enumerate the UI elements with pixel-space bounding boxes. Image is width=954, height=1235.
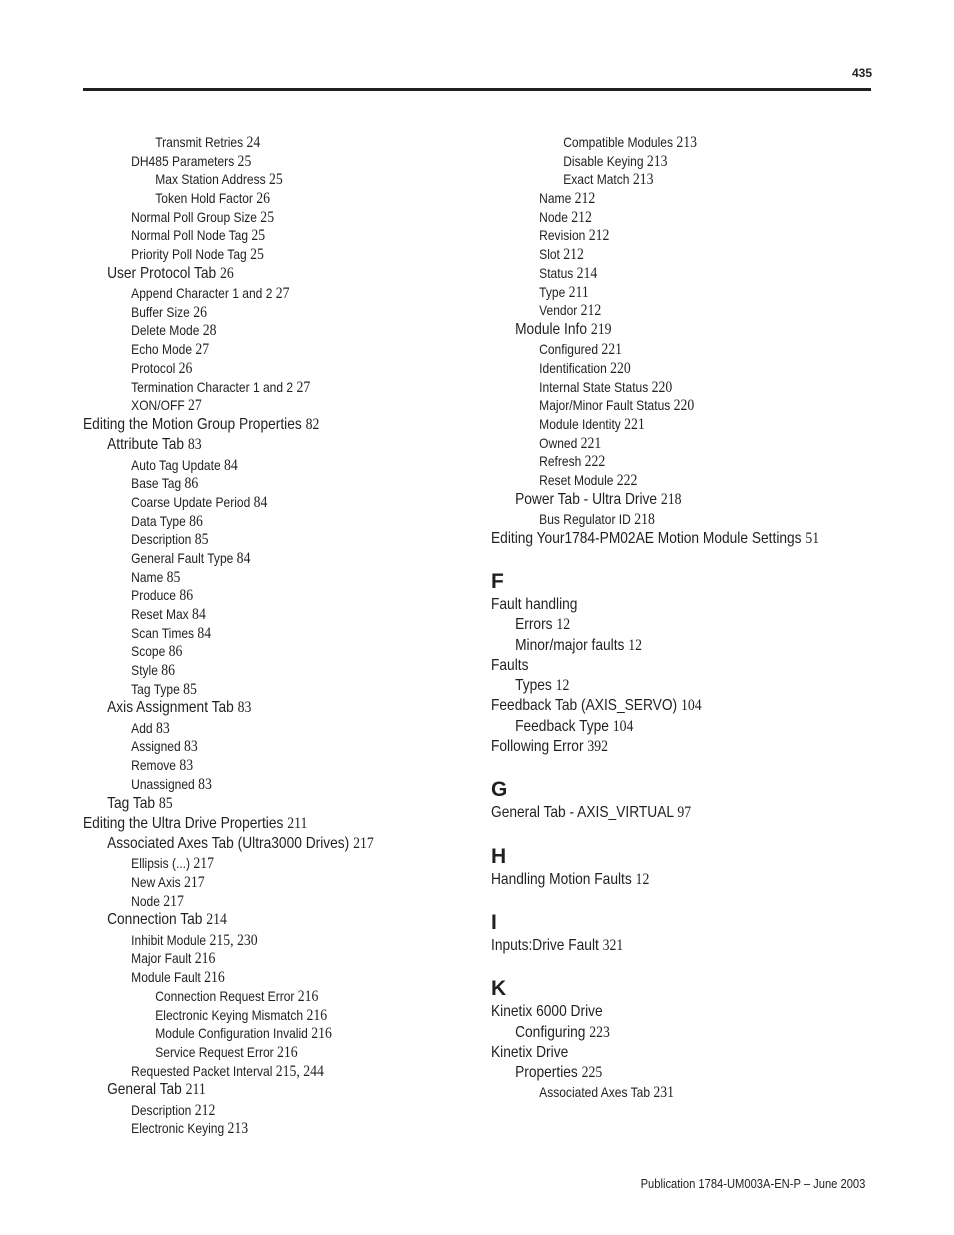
index-entry: [491, 133, 835, 152]
index-entry-page: 217: [184, 874, 205, 892]
index-entry-term: Electronic Keying Mismatch: [155, 1006, 304, 1023]
index-entry-page: 86: [179, 587, 194, 605]
index-entry-page: 214: [206, 911, 227, 929]
index-entry: [491, 1083, 835, 1102]
index-entry-term: New Axis: [131, 874, 181, 891]
index-entry-page: 86: [161, 662, 176, 680]
index-entry: [83, 910, 427, 930]
index-entry-page: 24: [246, 134, 261, 151]
index-entry: [491, 471, 835, 490]
index-entry-page: 211: [185, 1081, 206, 1099]
index-entry-page: 217: [193, 855, 215, 873]
index-entry: [83, 474, 427, 493]
index-entry: [83, 834, 427, 854]
index-entry-term: Minor/major faults: [515, 636, 625, 654]
index-entry-term: Types: [515, 677, 552, 695]
index-entry-page: 25: [251, 227, 266, 245]
index-entry: [491, 737, 835, 757]
index-entry-page: 104: [680, 697, 702, 715]
index-entry: [83, 378, 427, 397]
index-entry-page: 26: [178, 359, 193, 377]
index-entry-page: 212: [571, 208, 592, 226]
index-letter-heading: I: [491, 910, 497, 934]
index-entry-page: 213: [227, 1120, 249, 1138]
index-entry-page: 26: [193, 303, 207, 321]
index-entry: [83, 264, 427, 284]
index-entry: [491, 264, 835, 283]
index-entry-term: Ellipsis (...): [131, 855, 191, 872]
index-entry-page: 221: [624, 415, 645, 433]
index-entry-term: Editing the Ultra Drive Properties: [83, 814, 284, 832]
index-entry-page: 225: [581, 1064, 603, 1082]
index-entry-page: 83: [237, 699, 252, 717]
index-entry-term: Fault handling: [491, 595, 578, 613]
index-entry-page: 392: [587, 738, 609, 756]
index-entry-term: Following Error: [491, 738, 584, 756]
index-entry-term: Scan Times: [131, 624, 195, 641]
index-entry-page: 12: [555, 677, 570, 695]
index-entry: [491, 656, 835, 676]
index-entry-term: Module Identity: [539, 415, 621, 432]
index-entry-page: 27: [188, 397, 202, 415]
index-entry: [83, 321, 427, 340]
index-entry-term: Revision: [539, 227, 586, 244]
index-entry: [491, 870, 835, 890]
index-entry-term: Name: [131, 568, 164, 585]
index-entry: [491, 1043, 835, 1063]
index-entry: [83, 303, 427, 322]
index-entry: [83, 642, 427, 661]
index-entry-term: Feedback Tab (AXIS_SERVO): [491, 697, 678, 715]
index-entry-page: 221: [580, 434, 602, 452]
index-entry-term: Kinetix 6000 Drive: [491, 1003, 603, 1021]
index-entry-page: 220: [610, 359, 631, 377]
index-entry-page: 83: [184, 738, 198, 756]
index-entry-page: 83: [155, 719, 170, 737]
index-entry: [83, 931, 427, 950]
index-entry: [491, 378, 835, 397]
index-entry-term: Attribute Tab: [107, 436, 185, 454]
index-entry: [83, 1043, 427, 1062]
index-entry-term: Description: [131, 531, 192, 548]
index-entry-term: Module Info: [515, 320, 587, 338]
header-rule: [83, 88, 871, 91]
index-entry: [491, 676, 835, 696]
index-entry-page: 82: [305, 415, 320, 433]
index-letter-heading: K: [491, 977, 507, 1001]
index-entry-page: 84: [253, 493, 268, 511]
index-entry-page: 231: [653, 1084, 675, 1102]
index-entry-term: Base Tag: [131, 475, 182, 492]
index-entry: [83, 549, 427, 568]
index-entry-term: General Tab - AXIS_VIRTUAL: [491, 804, 674, 822]
index-entry: [83, 435, 427, 455]
index-entry-page: 213: [646, 152, 668, 170]
index-entry-page: 212: [588, 227, 610, 245]
index-entry-term: Name: [539, 190, 572, 207]
index-entry: [491, 510, 835, 529]
index-entry: [83, 1080, 427, 1100]
footer-publication: Publication 1784-UM003A-EN-P – June 2003: [640, 1176, 865, 1191]
index-entry: [83, 152, 427, 171]
index-entry-term: Faults: [491, 656, 529, 674]
index-entry-page: 84: [223, 456, 238, 474]
index-entry-term: XON/OFF: [131, 397, 185, 414]
index-entry: [83, 680, 427, 699]
index-entry: [491, 434, 835, 453]
index-entry-page: 85: [194, 531, 209, 549]
index-entry: [491, 170, 835, 189]
index-entry-term: Associated Axes Tab: [539, 1084, 651, 1101]
index-entry: [491, 320, 835, 340]
index-entry-term: Configuring: [515, 1023, 586, 1041]
index-entry-term: General Fault Type: [131, 549, 234, 566]
index-entry-page: 214: [576, 264, 598, 282]
index-entry-page: 218: [660, 490, 682, 508]
index-entry: [491, 340, 835, 359]
index-entry-term: Module Fault: [131, 969, 201, 986]
index-entry: [83, 512, 427, 531]
index-entry: [83, 605, 427, 624]
index-entry-page: 211: [287, 814, 308, 832]
index-entry-term: Reset Max: [131, 606, 189, 623]
index-entry-page: 215, 230: [209, 931, 258, 949]
index-entry: [83, 968, 427, 987]
index-entry-page: 216: [277, 1043, 298, 1061]
index-entry-page: 216: [297, 987, 319, 1005]
index-entry-term: Add: [131, 719, 153, 736]
index-entry-page: 222: [616, 471, 638, 489]
index-entry: [491, 595, 835, 615]
index-entry-term: Status: [539, 264, 574, 281]
index-entry: [83, 493, 427, 512]
index-entry-term: Slot: [539, 246, 560, 263]
index-entry: [83, 737, 427, 756]
index-entry-page: 25: [260, 208, 275, 226]
index-entry: [491, 452, 835, 471]
index-entry-page: 84: [197, 624, 212, 642]
index-entry-page: 28: [202, 322, 217, 340]
index-entry: [83, 208, 427, 227]
index-entry: [83, 1006, 427, 1025]
index-entry-term: Properties: [515, 1064, 578, 1082]
index-entry-term: Editing the Motion Group Properties: [83, 415, 302, 433]
index-entry-term: Service Request Error: [155, 1043, 274, 1060]
index-entry-page: 217: [353, 835, 374, 853]
index-entry-page: 216: [194, 950, 216, 968]
index-entry: [83, 756, 427, 775]
index-entry: [83, 892, 427, 911]
index-entry-page: 26: [220, 264, 234, 282]
index-entry-term: Termination Character 1 and 2: [131, 378, 294, 395]
index-entry-term: Buffer Size: [131, 303, 190, 320]
index-entry: [83, 415, 427, 435]
index-entry-term: Major/Minor Fault Status: [539, 397, 671, 414]
index-entry-page: 218: [634, 510, 655, 528]
index-entry: [491, 226, 835, 245]
index-entry: [83, 854, 427, 873]
page-number: 435: [851, 66, 872, 80]
index-entry: [83, 949, 427, 968]
index-entry-page: 212: [574, 190, 596, 208]
index-entry-page: 12: [628, 636, 643, 654]
index-entry-term: Normal Poll Node Tag: [131, 227, 249, 244]
index-entry-term: Remove: [131, 757, 177, 774]
index-entry-page: 219: [590, 320, 612, 338]
index-entry-term: Tag Type: [131, 680, 180, 697]
index-entry-page: 221: [601, 341, 623, 359]
index-entry-page: 83: [179, 757, 194, 775]
index-entry-page: 12: [635, 870, 650, 888]
index-entry-page: 85: [166, 568, 181, 586]
index-entry-term: Disable Keying: [563, 152, 644, 169]
index-entry-term: Token Hold Factor: [155, 190, 253, 207]
index-entry-page: 84: [192, 606, 206, 624]
index-entry-term: Bus Regulator ID: [539, 510, 631, 527]
index-entry: [491, 245, 835, 264]
index-entry-term: Tag Tab: [107, 794, 156, 812]
index-entry: [83, 340, 427, 359]
index-entry-page: 86: [189, 512, 203, 530]
index-entry-page: 85: [158, 794, 173, 812]
index-entry: [491, 529, 835, 549]
index-entry: [83, 170, 427, 189]
index-entry: [83, 1101, 427, 1120]
index-entry-term: Coarse Update Period: [131, 493, 251, 510]
index-entry: [83, 189, 427, 208]
index-entry-page: 51: [805, 529, 820, 547]
index-entry: [83, 359, 427, 378]
index-entry: [83, 719, 427, 738]
index-entry-term: Compatible Modules: [563, 134, 673, 150]
index-entry: [491, 636, 835, 656]
index-entry-term: Scope: [131, 643, 166, 660]
index-entry-term: Connection Request Error: [155, 987, 295, 1004]
index-entry-term: Power Tab - Ultra Drive: [515, 490, 658, 508]
index-entry: [83, 661, 427, 680]
index-entry-term: Configured: [539, 341, 599, 358]
index-entry-term: Data Type: [131, 512, 186, 529]
index-entry-page: 85: [183, 680, 197, 698]
index-entry-term: Normal Poll Group Size: [131, 208, 257, 225]
index-letter-heading: G: [491, 778, 508, 802]
index-entry-page: 27: [275, 285, 290, 303]
index-entry: [83, 1062, 427, 1081]
index-entry-term: Unassigned: [131, 775, 195, 792]
index-entry-term: Description: [131, 1101, 192, 1118]
index-entry: [83, 1119, 427, 1138]
index-entry-term: Inhibit Module: [131, 931, 207, 948]
index-entry-page: 216: [306, 1006, 328, 1024]
index-entry: [83, 284, 427, 303]
index-entry: [83, 873, 427, 892]
index-entry: [83, 226, 427, 245]
index-entry: [83, 1024, 427, 1043]
index-entry-page: 84: [236, 549, 251, 567]
index-entry-page: 212: [563, 246, 584, 264]
index-entry: [491, 359, 835, 378]
index-entry-page: 216: [204, 969, 225, 987]
index-entry: [83, 624, 427, 643]
index-entry: [83, 794, 427, 814]
index-entry: [491, 1002, 835, 1022]
index-entry-term: Delete Mode: [131, 322, 200, 339]
index-entry: [491, 301, 835, 320]
index-entry-page: 27: [195, 341, 210, 359]
index-entry: [83, 698, 427, 718]
index-entry: [491, 490, 835, 510]
index-entry-page: 25: [237, 152, 252, 170]
index-entry-page: 213: [676, 134, 697, 151]
index-entry-page: 321: [602, 936, 624, 954]
index-entry-term: Feedback Type: [515, 717, 609, 735]
index-entry-term: Module Configuration Invalid: [155, 1025, 308, 1042]
index-entry-page: 83: [198, 775, 212, 793]
index-entry-term: Vendor: [539, 302, 578, 319]
index-entry-term: Internal State Status: [539, 378, 649, 395]
index-entry-term: Type: [539, 283, 566, 300]
index-entry: [491, 803, 835, 823]
index-entry-term: Handling Motion Faults: [491, 870, 632, 888]
index-entry: [491, 283, 835, 302]
index-entry-page: 25: [250, 246, 264, 264]
index-column-right: [491, 133, 891, 1102]
index-entry: [83, 245, 427, 264]
index-entry-term: Requested Packet Interval: [131, 1062, 273, 1079]
index-entry-term: Editing Your1784-PM02AE Motion Module Settings: [491, 529, 802, 547]
index-entry-term: Associated Axes Tab (Ultra3000 Drives): [107, 835, 350, 853]
index-entry-page: 25: [269, 171, 283, 189]
index-entry: [83, 530, 427, 549]
index-entry-page: 220: [651, 378, 673, 396]
index-entry-page: 216: [311, 1025, 332, 1043]
index-entry-page: 97: [677, 804, 692, 822]
index-entry-term: Auto Tag Update: [131, 456, 221, 473]
index-entry: [83, 133, 427, 152]
index-entry-term: Node: [131, 892, 160, 909]
index-entry: [83, 586, 427, 605]
index-entry: [491, 396, 835, 415]
index-entry-term: Connection Tab: [107, 911, 203, 929]
index-entry-term: Node: [539, 208, 568, 225]
index-entry-page: 104: [612, 717, 634, 735]
index-letter-heading: F: [491, 569, 504, 593]
index-column-left: [83, 133, 483, 1138]
index-entry-term: User Protocol Tab: [107, 264, 217, 282]
index-entry: [491, 152, 835, 171]
index-entry-page: 222: [584, 453, 606, 471]
index-entry-term: Reset Module: [539, 471, 614, 488]
index-entry-page: 27: [296, 378, 311, 396]
index-entry: [491, 189, 835, 208]
index-entry-term: Priority Poll Node Tag: [131, 246, 247, 263]
index-entry: [83, 987, 427, 1006]
index-entry-term: DH485 Parameters: [131, 152, 235, 169]
index-entry-term: Kinetix Drive: [491, 1043, 569, 1061]
index-entry: [491, 1023, 835, 1043]
index-entry-term: Append Character 1 and 2: [131, 285, 273, 302]
index-entry-term: Major Fault: [131, 950, 192, 967]
index-entry-page: 212: [580, 302, 602, 320]
index-entry: [83, 775, 427, 794]
index-entry: [83, 456, 427, 475]
index-entry-term: Transmit Retries: [155, 134, 244, 150]
index-entry-page: 223: [589, 1023, 610, 1041]
index-entry-page: 211: [568, 283, 589, 301]
index-entry: [491, 208, 835, 227]
index-entry-term: Assigned: [131, 738, 181, 755]
index-entry-term: Protocol: [131, 359, 176, 376]
index-entry-page: 220: [673, 397, 695, 415]
index-entry-term: Produce: [131, 587, 177, 604]
index-entry-term: Electronic Keying: [131, 1120, 225, 1137]
index-entry-term: Errors: [515, 616, 553, 634]
index-entry-term: Owned: [539, 434, 578, 451]
index-entry-term: Refresh: [539, 453, 582, 470]
index-entry: [83, 396, 427, 415]
index-entry: [491, 1063, 835, 1083]
index-entry: [491, 717, 835, 737]
index-entry-page: 12: [556, 616, 571, 634]
index-entry: [491, 696, 835, 716]
index-entry-page: 86: [184, 475, 199, 493]
index-entry-term: General Tab: [107, 1081, 182, 1099]
index-entry-page: 215, 244: [275, 1062, 324, 1080]
index-entry-term: Inputs:Drive Fault: [491, 936, 599, 954]
index-entry-term: Max Station Address: [155, 171, 266, 188]
index-entry-term: Identification: [539, 359, 607, 376]
index-entry-term: Axis Assignment Tab: [107, 699, 234, 717]
index-entry: [491, 415, 835, 434]
index-entry-page: 213: [632, 171, 654, 189]
index-entry-page: 83: [187, 436, 202, 454]
index-entry: [83, 814, 427, 834]
index-entry-term: Style: [131, 662, 158, 679]
index-entry-term: Echo Mode: [131, 341, 193, 358]
index-letter-heading: H: [491, 844, 507, 868]
index-entry: [83, 568, 427, 587]
index-entry-page: 26: [256, 190, 271, 208]
index-entry-page: 212: [194, 1101, 216, 1119]
index-entry: [491, 615, 835, 635]
index-entry: [491, 936, 835, 956]
index-entry-page: 86: [168, 643, 183, 661]
index-entry-page: 217: [163, 892, 184, 910]
index-entry-term: Exact Match: [563, 171, 630, 188]
